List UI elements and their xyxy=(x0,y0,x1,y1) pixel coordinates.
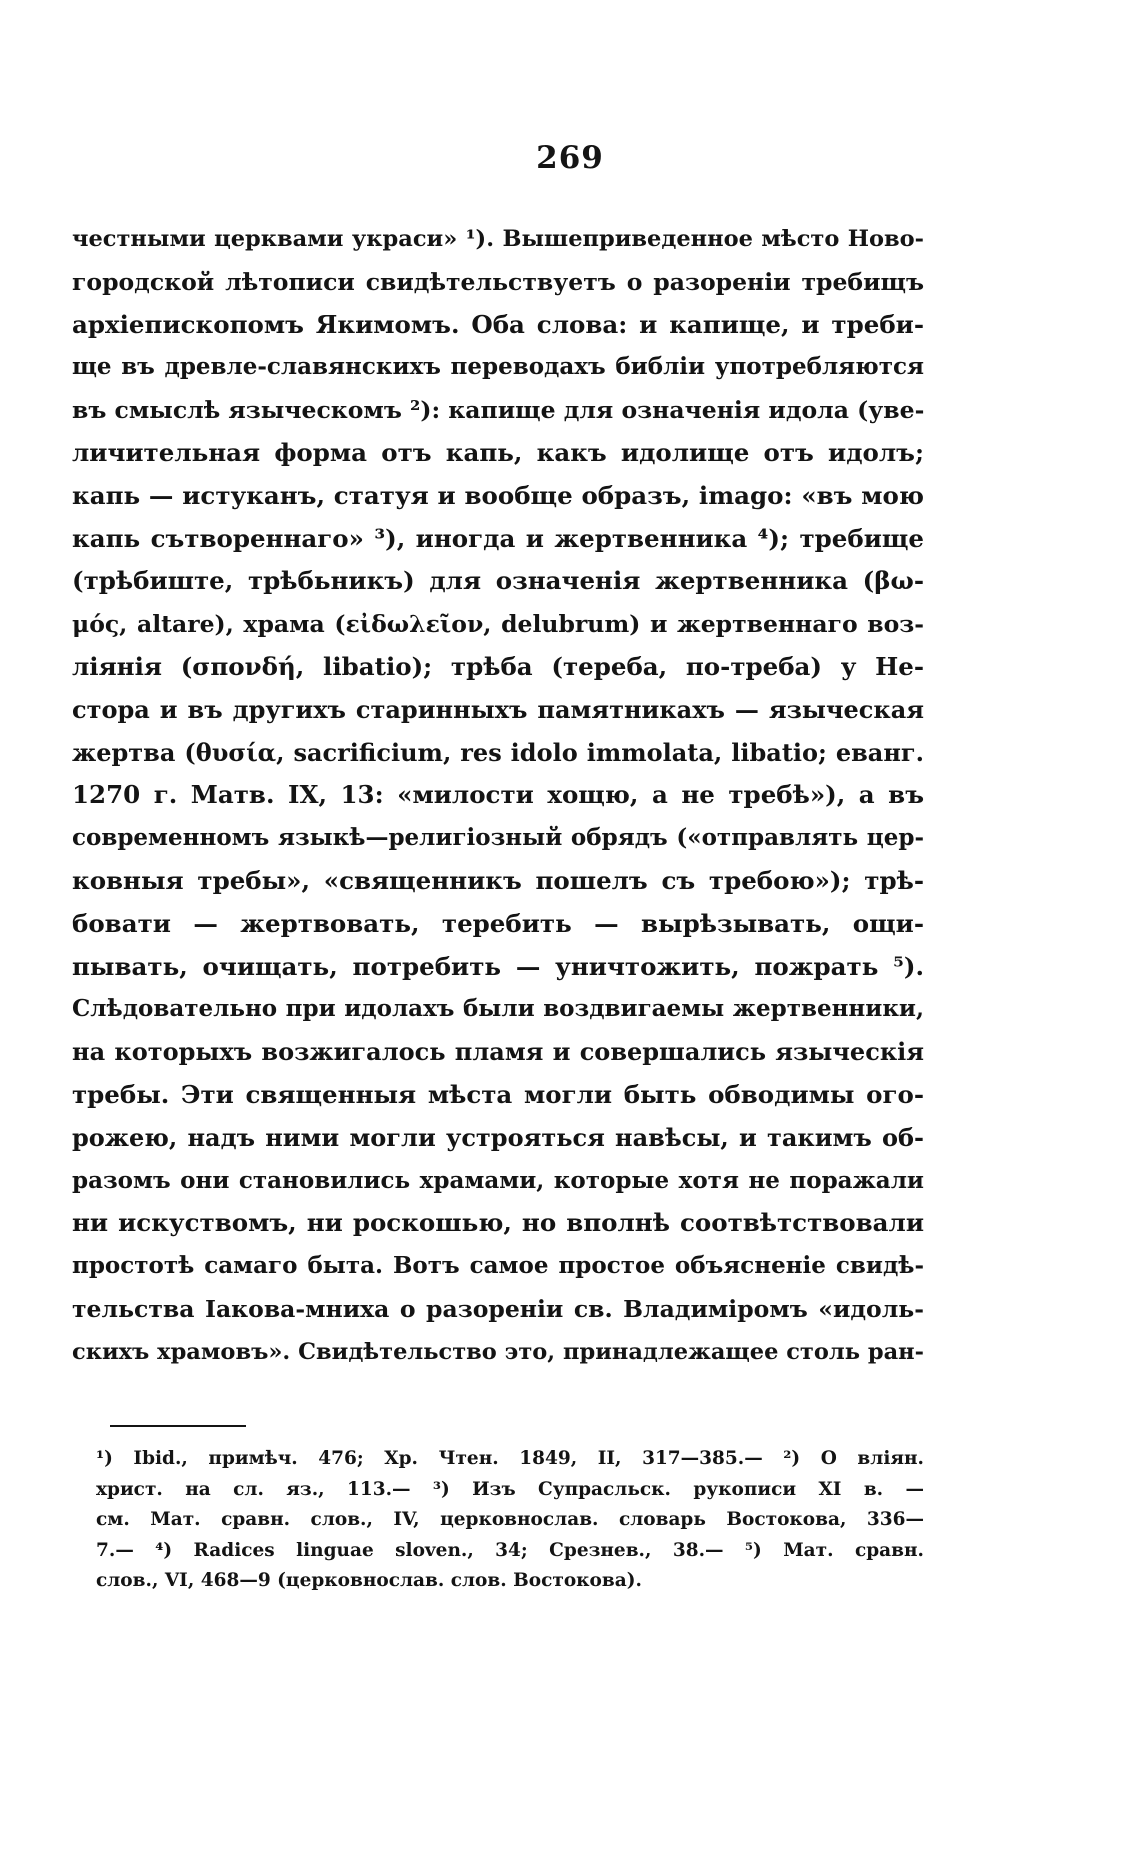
body-line: ни искуствомъ, ни роскошью, но вполнѣ соотвѣтствовали xyxy=(72,1208,924,1238)
body-line: разомъ они становились храмами, которые хотя не поражали xyxy=(72,1166,924,1194)
footnote-line: христ. на сл. яз., 113.— ³) Изъ Супрасльск. рукописи XI в. — xyxy=(96,1478,924,1500)
body-line: рожею, надъ ними могли устрояться навѣсы, и такимъ об- xyxy=(72,1122,924,1152)
body-line: на которыхъ возжигалось пламя и совершались языческія xyxy=(72,1037,924,1067)
footnote-line: ¹) Ibid., примѣч. 476; Хр. Чтен. 1849, II, 317—385.— ²) О вліян. xyxy=(96,1448,924,1469)
body-line: жертва (θυσία, sacrificium, res idolo immolata, libatio; еванг. xyxy=(72,737,924,767)
body-line: μός, altare), храма (εἰδωλεῖον, delubrum) и жертвеннаго воз- xyxy=(72,610,924,639)
footnote-line: см. Мат. сравн. слов., IV, церковнослав. словарь Востокова, 336— xyxy=(96,1509,924,1530)
body-line: простотѣ самаго быта. Вотъ самое простое объясненіе свидѣ- xyxy=(72,1252,924,1280)
body-line: капь — истуканъ, статуя и вообще образъ, imago: «въ мою xyxy=(72,480,924,510)
body-line: честными церквами украси» ¹). Вышеприведенное мѣсто Ново- xyxy=(72,226,924,252)
body-line: Слѣдовательно при идолахъ были воздвигаемы жертвенники, xyxy=(72,995,924,1023)
body-line: пывать, очищать, потребить — уничтожить, пожрать ⁵). xyxy=(72,951,924,981)
body-line: современномъ языкѣ—религіозный обрядъ («отправлять цер- xyxy=(72,824,924,852)
body-line: тельства Іакова-мниха о разореніи св. Владиміромъ «идоль- xyxy=(72,1294,924,1323)
page-number: 269 xyxy=(536,140,604,176)
footnotes xyxy=(96,1444,924,1597)
body-line: въ смыслѣ языческомъ ²): капище для означенія идола (уве- xyxy=(72,396,924,425)
body-line: капь сътвореннаго» ³), иногда и жертвенника ⁴); требище xyxy=(72,523,924,553)
footnote-line: слов., VI, 468—9 (церковнослав. слов. Востокова). xyxy=(96,1570,642,1591)
body-line: архіепископомъ Якимомъ. Оба слова: и капище, и треби- xyxy=(72,309,924,339)
body-line: требы. Эти священныя мѣста могли быть обводимы ого- xyxy=(72,1079,924,1109)
body-line: бовати — жертвовать, теребить — вырѣзывать, ощи- xyxy=(72,908,924,938)
body-line: скихъ храмовъ». Свидѣтельство это, принадлежащее столь ран- xyxy=(72,1338,924,1365)
footnote-line: 7.— ⁴) Radices linguae sloven., 34; Срезнев., 38.— ⁵) Мат. сравн. xyxy=(96,1539,924,1561)
body-text xyxy=(72,218,924,1374)
body-line: ще въ древле-славянскихъ переводахъ библіи употребляются xyxy=(72,353,924,381)
body-line: ковныя требы», «священникъ пошелъ съ требою»); трѣ- xyxy=(72,865,924,895)
body-line: 1270 г. Матв. IX, 13: «милости хощю, а не требѣ»), а въ xyxy=(72,780,924,810)
body-line: стора и въ другихъ старинныхъ памятникахъ — языческая xyxy=(72,694,924,724)
body-line: городской лѣтописи свидѣтельствуетъ о разореніи требищъ xyxy=(72,267,924,296)
body-line: (трѣбиште, трѣбьникъ) для означенія жертвенника (βω- xyxy=(72,566,924,596)
body-line: ліянія (σπονδή, libatio); трѣба (тереба, по-треба) у Не- xyxy=(72,651,924,681)
footnote-separator xyxy=(110,1425,246,1427)
body-line: личительная форма отъ капь, какъ идолище отъ идолъ; xyxy=(72,437,924,467)
